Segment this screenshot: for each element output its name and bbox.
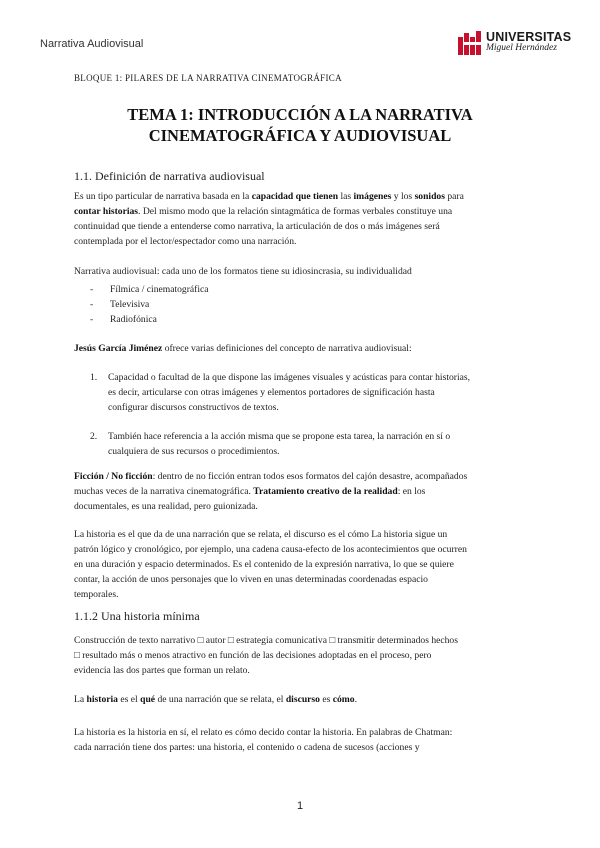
paragraph-definition (74, 189, 526, 249)
numbered-item: 1. Capacidad o facultad de la que dispone las imágenes visuales y acústicas para contar historias, es decir, articularse con otras imágenes y elementos portadores de significación hasta configurar discursos constructivos de textos. (90, 372, 471, 413)
section-heading-1-1-2: 1.1.2 Una historia mínima (74, 609, 200, 623)
paragraph-construccion (74, 633, 526, 678)
line: continuidad que tiende a entenderse como narrativa, la articulación de dos o más imágenes será (74, 221, 440, 232)
line: temporales. (74, 589, 119, 600)
paragraph-ficcion (74, 469, 526, 514)
line: La historia es la historia en sí, el relato es cómo decido contar la historia. En palabras de Chatman: (74, 727, 453, 738)
logo-title: UNIVERSITAS (486, 30, 572, 44)
page-title (74, 104, 526, 146)
university-logo (458, 30, 572, 56)
list-item: - Radiofónica (90, 314, 157, 325)
line: patrón lógico y cronológico, por ejemplo, una cadena causa-efecto de los acontecimientos que ocurren (74, 544, 467, 555)
paragraph-historia-discurso: La historia es el qué de una narración que se relata, el discurso es cómo. (74, 694, 357, 705)
line: muchas veces de la narrativa cinematográfica. Tratamiento creativo de la realidad: en los (74, 486, 426, 497)
running-header: Narrativa Audiovisual (40, 38, 144, 50)
line: contar historias. Del mismo modo que la relación sintagmática de formas verbales constituye una (74, 206, 453, 217)
numbered-item: 2. También hace referencia a la acción misma que se propone esta tarea, la narración en sí o cualquiera de sus recursos o procedimientos. (90, 431, 451, 457)
line: contemplada por el lector/espectador como una narración. (74, 236, 297, 247)
line: □ resultado más o menos atractivo en función de las decisiones adoptadas en el proceso, pero (74, 650, 432, 661)
line: evidencia las dos partes que forman un relato. (74, 665, 250, 676)
line: cada narración tiene dos partes: una historia, el contenido o cadena de sucesos (acciones y (74, 742, 420, 753)
line: La historia es el que da de una narración que se relata, el discurso es el cómo La historia sigue un (74, 529, 448, 540)
line: Ficción / No ficción: dentro de no ficción entran todos esos formatos del cajón desastre, acompañados (74, 471, 468, 482)
list-item: - Televisiva (90, 299, 150, 310)
paragraph-historia (74, 527, 526, 602)
paragraph-chatman (74, 725, 526, 755)
paragraph-garcia-jimenez: Jesús García Jiménez ofrece varias definiciones del concepto de narrativa audiovisual: (74, 343, 412, 354)
paragraph-formats: Narrativa audiovisual: cada uno de los formatos tiene su idiosincrasia, su individualidad (74, 266, 412, 277)
title-line-1: TEMA 1: INTRODUCCIÓN A LA NARRATIVA (127, 105, 473, 124)
line: en una duración y espacio determinados. Es el contenido de la expresión narrativa, lo que se quiere (74, 559, 454, 570)
line: Es un tipo particular de narrativa basada en la capacidad que tienen las imágenes y los sonidos para (74, 191, 464, 202)
line: Construcción de texto narrativo □ autor □ estrategia comunicativa □ transmitir determinados hechos (74, 635, 458, 646)
umh-logo-icon (458, 31, 484, 55)
title-line-2: CINEMATOGRÁFICA Y AUDIOVISUAL (148, 126, 452, 145)
list-item: - Fílmica / cinematográfica (90, 284, 209, 295)
block-label: BLOQUE 1: PILARES DE LA NARRATIVA CINEMATOGRÁFICA (74, 73, 342, 83)
section-heading-1-1: 1.1. Definición de narrativa audiovisual (74, 169, 265, 183)
line: documentales, es una realidad, pero guionizada. (74, 501, 258, 512)
logo-subtitle: Miguel Hernández (486, 43, 557, 53)
page-number: 1 (296, 800, 304, 812)
line: contar, la acción de unos personajes que lo viven en unas determinadas coordenadas espacio (74, 574, 428, 585)
